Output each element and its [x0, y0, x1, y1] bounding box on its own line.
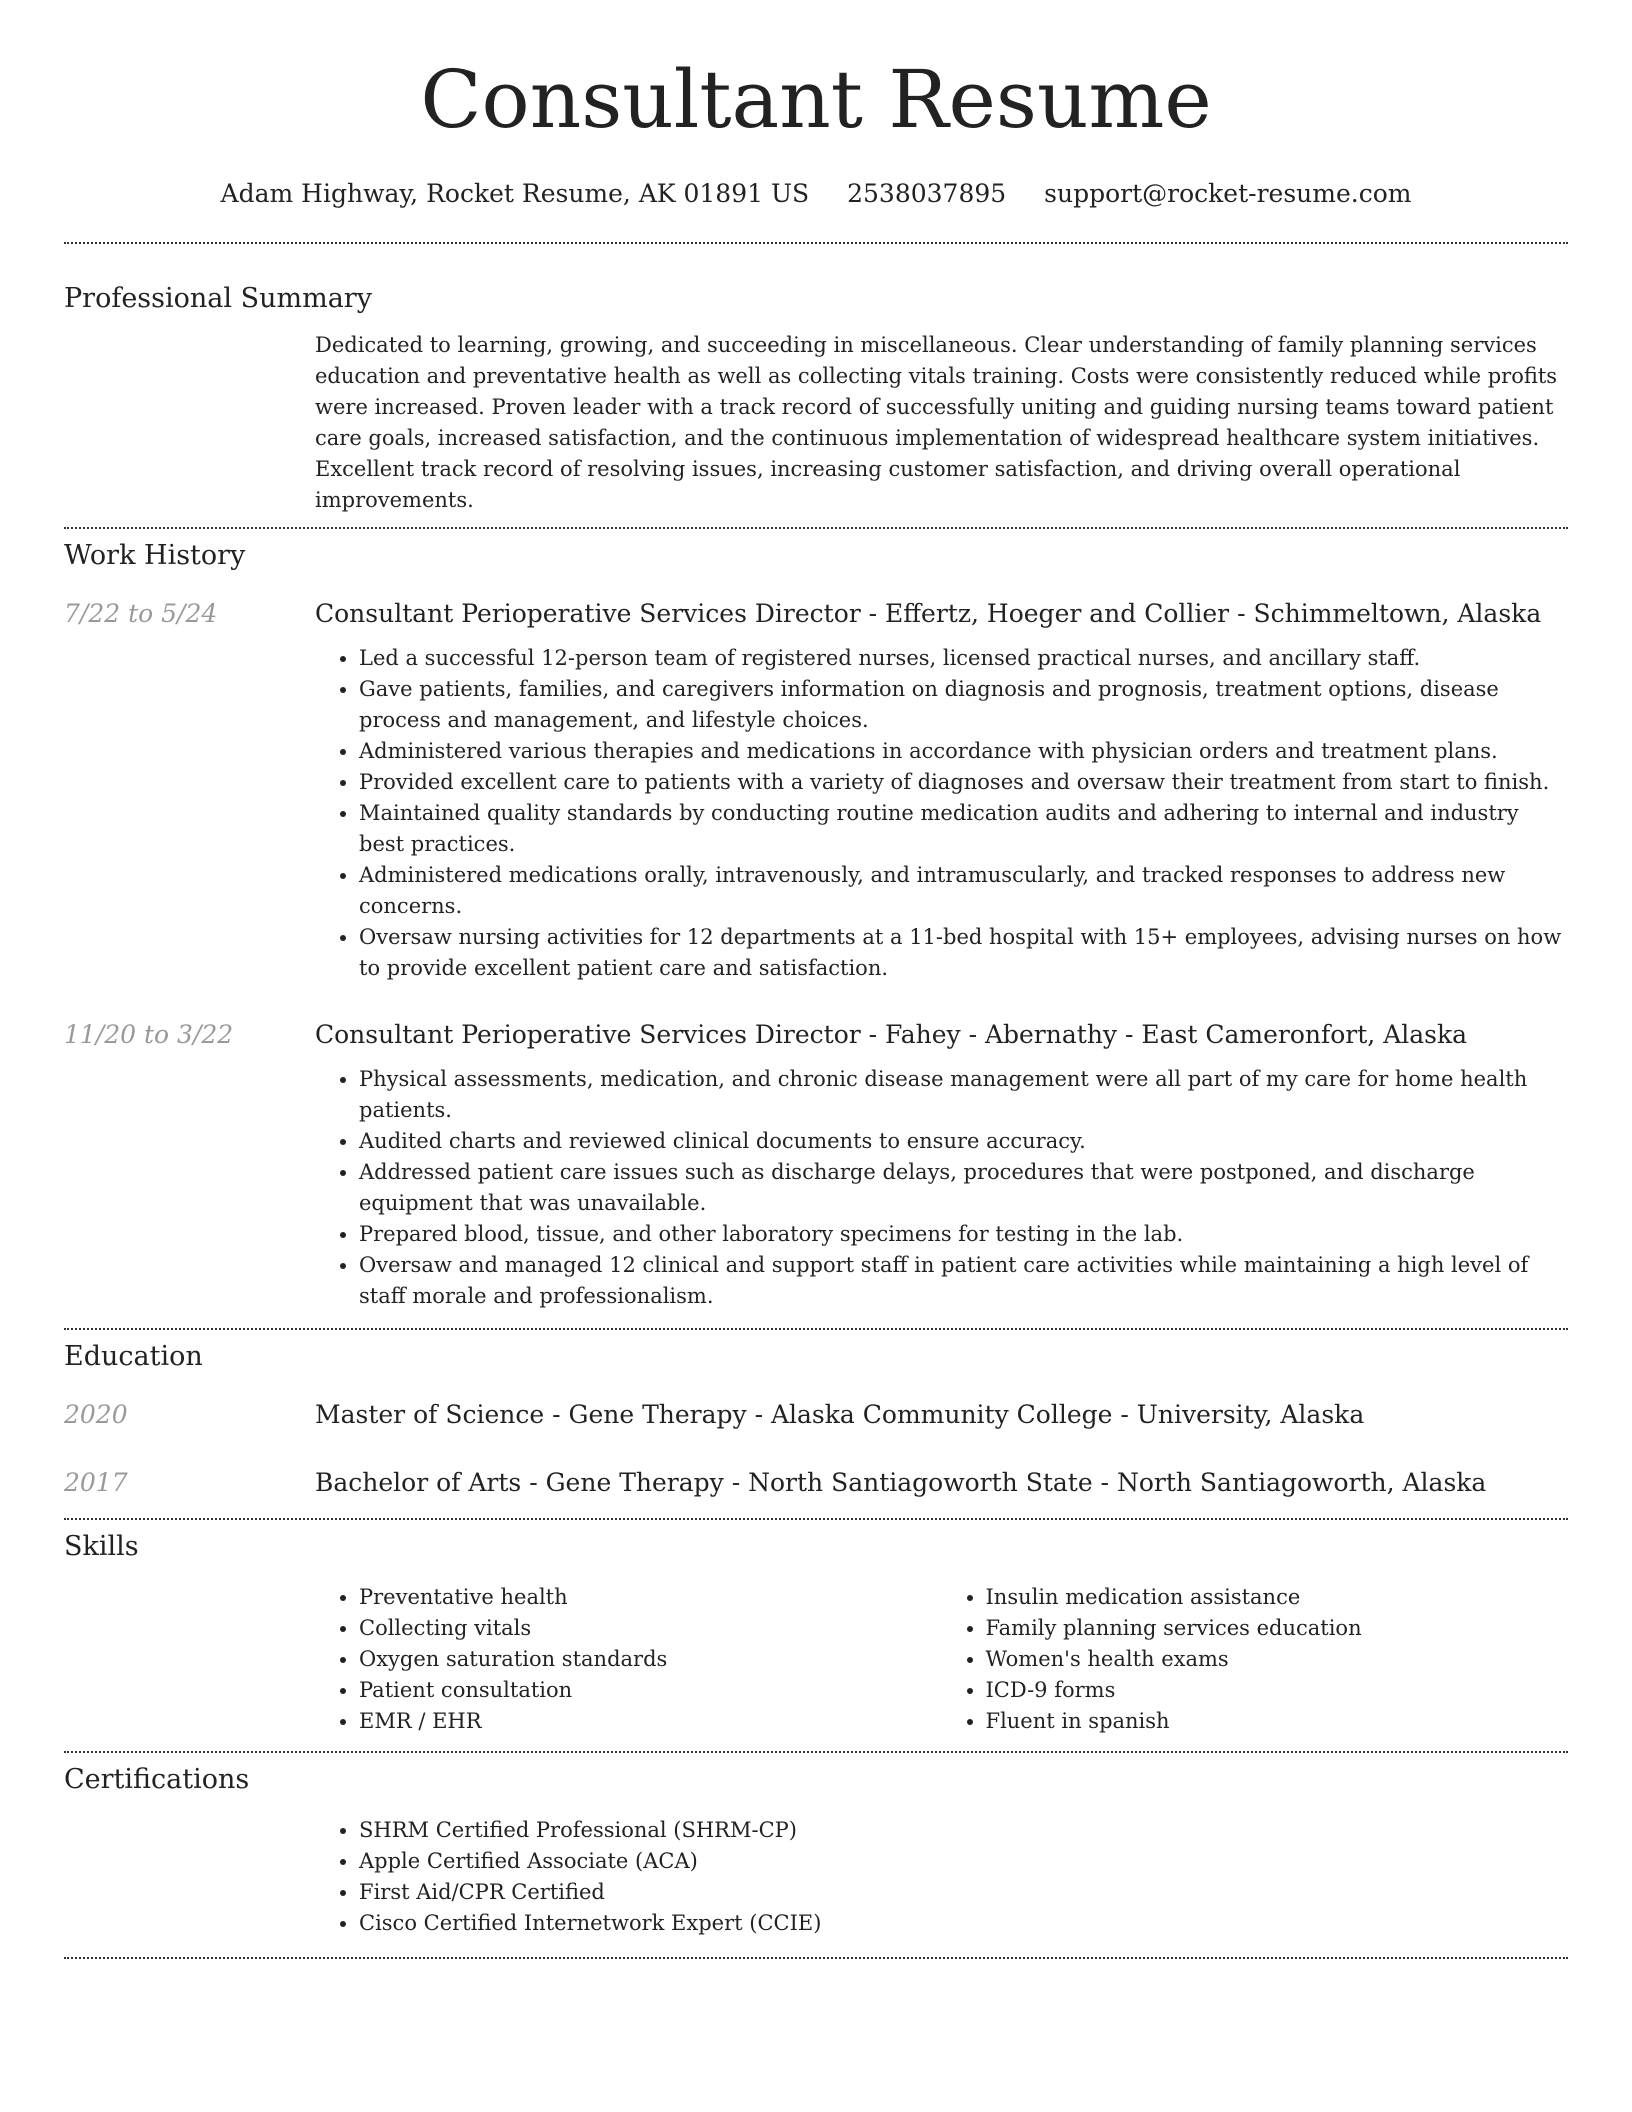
list-item: • First Aid/CPR Certified	[359, 1877, 1568, 1908]
certifications-items	[315, 1815, 1568, 1939]
list-item: • Administered various therapies and medications in accordance with physician orders and treatment plans.	[359, 736, 1568, 767]
list-item: • Prepared blood, tissue, and other laboratory specimens for testing in the lab.	[359, 1219, 1568, 1250]
list-item: • Maintained quality standards by conducting routine medication audits and adhering to internal and industry best practices.	[359, 798, 1568, 860]
divider	[64, 1751, 1568, 1753]
job-dates: 11/20 to 3/22	[64, 1020, 234, 1049]
education-degree: Bachelor of Arts - Gene Therapy - North Santiagoworth State - North Santiagoworth, Alaska	[315, 1468, 1487, 1497]
list-item: • Collecting vitals	[359, 1613, 942, 1644]
education-degree: Master of Science - Gene Therapy - Alaska Community College - University, Alaska	[315, 1400, 1365, 1429]
education-year: 2017	[64, 1468, 128, 1497]
job-entry	[64, 1018, 1568, 1312]
list-item: • Family planning services education	[986, 1613, 1569, 1644]
list-item: • Cisco Certified Internetwork Expert (CCIE)	[359, 1908, 1568, 1939]
list-item: • Apple Certified Associate (ACA)	[359, 1846, 1568, 1877]
list-item: • Gave patients, families, and caregivers information on diagnosis and prognosis, treatment options, disease process and management, and lifestyle choices.	[359, 674, 1568, 736]
divider	[64, 1518, 1568, 1520]
work-history-title: Work History	[64, 540, 246, 571]
job-entry	[64, 597, 1568, 984]
skills-column-right	[942, 1582, 1569, 1737]
job-dates: 7/22 to 5/24	[64, 599, 218, 628]
list-item: • ICD-9 forms	[986, 1675, 1569, 1706]
list-item: • Provided excellent care to patients with a variety of diagnoses and oversaw their treatment from start to finish.	[359, 767, 1568, 798]
list-item: • Administered medications orally, intravenously, and intramuscularly, and tracked responses to address new concerns.	[359, 860, 1568, 922]
divider	[64, 527, 1568, 529]
job-bullets	[315, 1064, 1568, 1312]
list-item: • Fluent in spanish	[986, 1706, 1569, 1737]
list-item: • Insulin medication assistance	[986, 1582, 1569, 1613]
job-bullets	[315, 643, 1568, 984]
list-item: • EMR / EHR	[359, 1706, 942, 1737]
list-item: • Patient consultation	[359, 1675, 942, 1706]
list-item: • Oversaw nursing activities for 12 departments at a 11-bed hospital with 15+ employees, advising nurses on how to provide excellent patient care and satisfaction.	[359, 922, 1568, 984]
education-title: Education	[64, 1341, 203, 1372]
list-item: • Oversaw and managed 12 clinical and support staff in patient care activities while maintaining a high level of staff morale and professionalism.	[359, 1250, 1568, 1312]
education-entry	[64, 1466, 1568, 1500]
address: Adam Highway, Rocket Resume, AK 01891 US	[220, 179, 810, 208]
contact-line	[64, 178, 1568, 210]
job-heading: Consultant Perioperative Services Director - Effertz, Hoeger and Collier - Schimmeltown, Alaska	[315, 599, 1542, 628]
list-item: • Physical assessments, medication, and chronic disease management were all part of my care for home health patients.	[359, 1064, 1568, 1126]
education-entry	[64, 1398, 1568, 1432]
summary-title: Professional Summary	[64, 283, 372, 314]
list-item: • Preventative health	[359, 1582, 942, 1613]
divider	[64, 1328, 1568, 1330]
certifications-title: Certifications	[64, 1764, 250, 1795]
list-item: • Led a successful 12-person team of registered nurses, licensed practical nurses, and ancillary staff.	[359, 643, 1568, 674]
divider	[64, 1957, 1568, 1959]
skills-title: Skills	[64, 1531, 139, 1562]
job-heading: Consultant Perioperative Services Director - Fahey - Abernathy - East Cameronfort, Alaska	[315, 1020, 1468, 1049]
education-year: 2020	[64, 1400, 128, 1429]
resume-header	[64, 0, 1568, 210]
page-title: Consultant Resume	[420, 53, 1212, 146]
summary-text: Dedicated to learning, growing, and succeeding in miscellaneous. Clear understanding of family planning services education and preventative health as well as collecting vitals training. Costs were consistently reduced while profits were increased. Proven leader with a track record of successfully uniting and guiding nursing teams toward patient care goals, increased satisfaction, and the continuous implementation of widespread healthcare system initiatives. Excellent track record of resolving issues, increasing customer satisfaction, and driving overall operational improvements.	[315, 333, 1558, 512]
skills-column-left	[315, 1582, 942, 1737]
list-item: • Women's health exams	[986, 1644, 1569, 1675]
certifications-list	[315, 1815, 1568, 1939]
list-item: • Addressed patient care issues such as discharge delays, procedures that were postponed, and discharge equipment that was unavailable.	[359, 1157, 1568, 1219]
list-item: • Oxygen saturation standards	[359, 1644, 942, 1675]
divider	[64, 242, 1568, 244]
list-item: • Audited charts and reviewed clinical documents to ensure accuracy.	[359, 1126, 1568, 1157]
list-item: • SHRM Certified Professional (SHRM-CP)	[359, 1815, 1568, 1846]
skills-list	[315, 1582, 1568, 1737]
phone: 2538037895	[847, 179, 1007, 208]
email: support@rocket-resume.com	[1044, 179, 1412, 208]
